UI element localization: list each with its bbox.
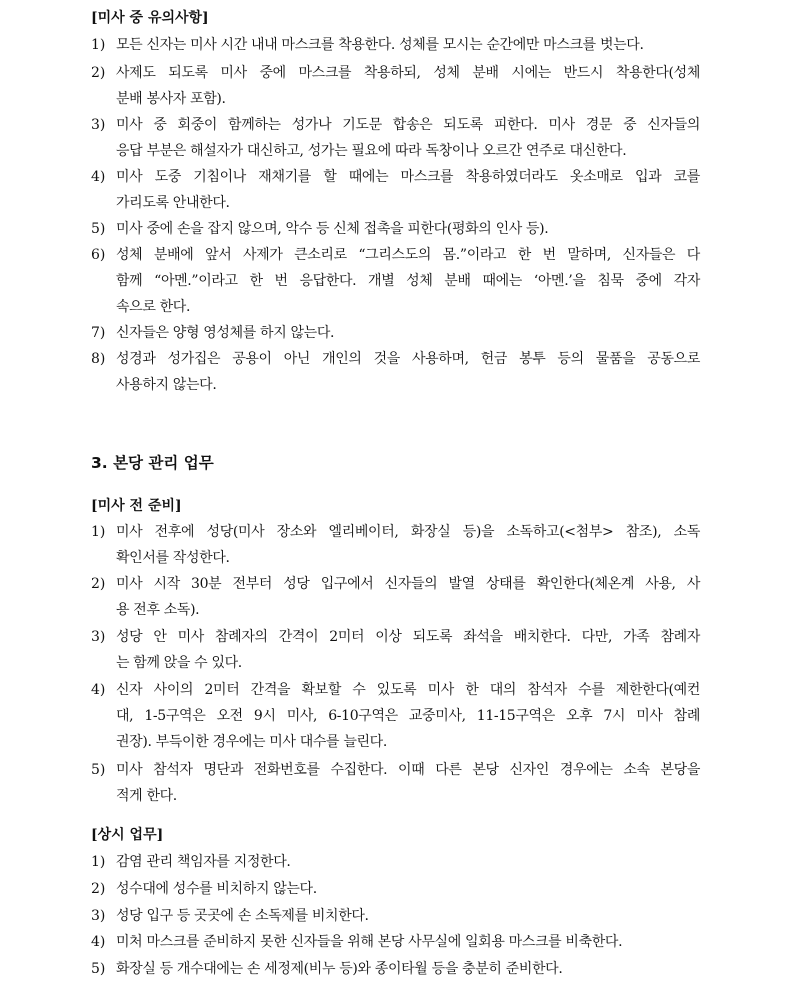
item-text: 신자들은 양형 영성체를 하지 않는다. — [116, 325, 335, 341]
item-number: 2) — [91, 576, 106, 592]
item-text: 미사 중에 손을 잡지 않으며, 악수 등 신체 접촉을 피한다(평화의 인사 등). — [116, 221, 549, 237]
item-text: 는 함께 앉을 수 있다. — [116, 655, 242, 671]
item-text: 감염 관리 책임자를 지정한다. — [116, 854, 291, 870]
list-item — [91, 164, 700, 216]
item-number: 3) — [91, 629, 106, 645]
item-text: 미사 도중 기침이나 재채기를 할 때에는 마스크를 착용하였더라도 옷소매로 입과 코를 — [116, 169, 700, 185]
item-number: 3) — [91, 117, 106, 133]
item-number: 5) — [91, 961, 106, 977]
item-text: 사용하지 않는다. — [116, 377, 217, 393]
item-text: 용 전후 소독). — [116, 602, 200, 618]
list-item — [91, 677, 700, 755]
item-text: 성당 안 미사 참례자의 간격이 2미터 이상 되도록 좌석을 배치한다. 다만, 가족 참례자 — [116, 629, 700, 645]
item-text: 모든 신자는 미사 시간 내내 마스크를 착용한다. 성체를 모시는 순간에만 마스크를 벗는다. — [116, 37, 644, 53]
item-number: 7) — [91, 325, 106, 341]
item-text: 미사 참석자 명단과 전화번호를 수집한다. 이때 다른 본당 신자인 경우에는 소속 본당을 — [116, 762, 700, 778]
item-text: 속으로 한다. — [116, 299, 191, 315]
item-text: 사제도 되도록 미사 중에 마스크를 착용하되, 성체 분배 시에는 반드시 착용한다(성체 — [116, 65, 700, 81]
list-item — [91, 60, 700, 112]
item-number: 4) — [91, 169, 106, 185]
regular-duties-heading: [상시 업무] — [91, 827, 164, 843]
item-text: 미사 전후에 성당(미사 장소와 엘리베이터, 화장실 등)을 소독하고(<첨부> 참조), 소독 — [116, 524, 700, 540]
list-item — [91, 242, 700, 320]
list-item — [91, 346, 700, 398]
item-number: 2) — [91, 881, 106, 897]
item-number: 3) — [91, 908, 106, 924]
item-text: 신자 사이의 2미터 간격을 확보할 수 있도록 미사 한 대의 참석자 수를 제한한다(예컨 — [116, 682, 700, 698]
item-number: 1) — [91, 854, 106, 870]
list-item — [91, 903, 700, 929]
item-text: 성경과 성가집은 공용이 아닌 개인의 것을 사용하며, 헌금 봉투 등의 물품을 공동으로 — [116, 351, 700, 367]
section-title: 3. 본당 관리 업무 — [91, 454, 214, 472]
item-text: 화장실 등 개수대에는 손 세정제(비누 등)와 종이타월 등을 충분히 준비한다. — [116, 961, 563, 977]
list-item — [91, 624, 700, 676]
item-text: 성체 분배에 앞서 사제가 큰소리로 “그리스도의 몸.”이라고 한 번 말하며, 신자들은 다 — [116, 247, 700, 263]
item-number: 1) — [91, 524, 106, 540]
item-text: 적게 한다. — [116, 788, 177, 804]
item-text: 성수대에 성수를 비치하지 않는다. — [116, 881, 317, 897]
before-mass-heading: [미사 전 준비] — [91, 498, 182, 514]
item-text: 분배 봉사자 포함). — [116, 91, 226, 107]
item-text: 확인서를 작성한다. — [116, 550, 230, 566]
item-text: 대, 1-5구역은 오전 9시 미사, 6-10구역은 교중미사, 11-15구역은 오후 7시 미사 참례 — [116, 708, 700, 724]
item-text: 미사 중 회중이 함께하는 성가나 기도문 합송은 되도록 피한다. 미사 경문 중 신자들의 — [116, 117, 700, 133]
mass-precautions-heading: [미사 중 유의사항] — [91, 10, 209, 26]
item-text: 성당 입구 등 곳곳에 손 소독제를 비치한다. — [116, 908, 369, 924]
item-text: 권장). 부득이한 경우에는 미사 대수를 늘린다. — [116, 734, 387, 750]
item-text: 함께 “아멘.”이라고 한 번 응답한다. 개별 성체 분배 때에는 ‘아멘.’을 침묵 중에 각자 — [116, 273, 700, 289]
item-number: 6) — [91, 247, 106, 263]
list-item — [91, 876, 700, 902]
item-number: 4) — [91, 682, 106, 698]
list-item — [91, 757, 700, 809]
list-item — [91, 112, 700, 164]
item-number: 5) — [91, 762, 106, 778]
item-number: 4) — [91, 934, 106, 950]
list-item — [91, 519, 700, 571]
item-text: 가리도록 안내한다. — [116, 195, 230, 211]
item-number: 8) — [91, 351, 106, 367]
list-item — [91, 929, 700, 955]
list-item — [91, 32, 700, 58]
list-item — [91, 849, 700, 875]
item-number: 1) — [91, 37, 106, 53]
item-text: 미처 마스크를 준비하지 못한 신자들을 위해 본당 사무실에 일회용 마스크를 비축한다. — [116, 934, 623, 950]
list-item — [91, 571, 700, 623]
list-item — [91, 320, 700, 346]
list-item — [91, 956, 700, 982]
item-number: 2) — [91, 65, 106, 81]
item-text: 미사 시작 30분 전부터 성당 입구에서 신자들의 발열 상태를 확인한다(체온계 사용, 사 — [116, 576, 700, 592]
item-text: 응답 부분은 해설자가 대신하고, 성가는 필요에 따라 독창이나 오르간 연주로 대신한다. — [116, 143, 627, 159]
list-item — [91, 216, 700, 242]
item-number: 5) — [91, 221, 106, 237]
